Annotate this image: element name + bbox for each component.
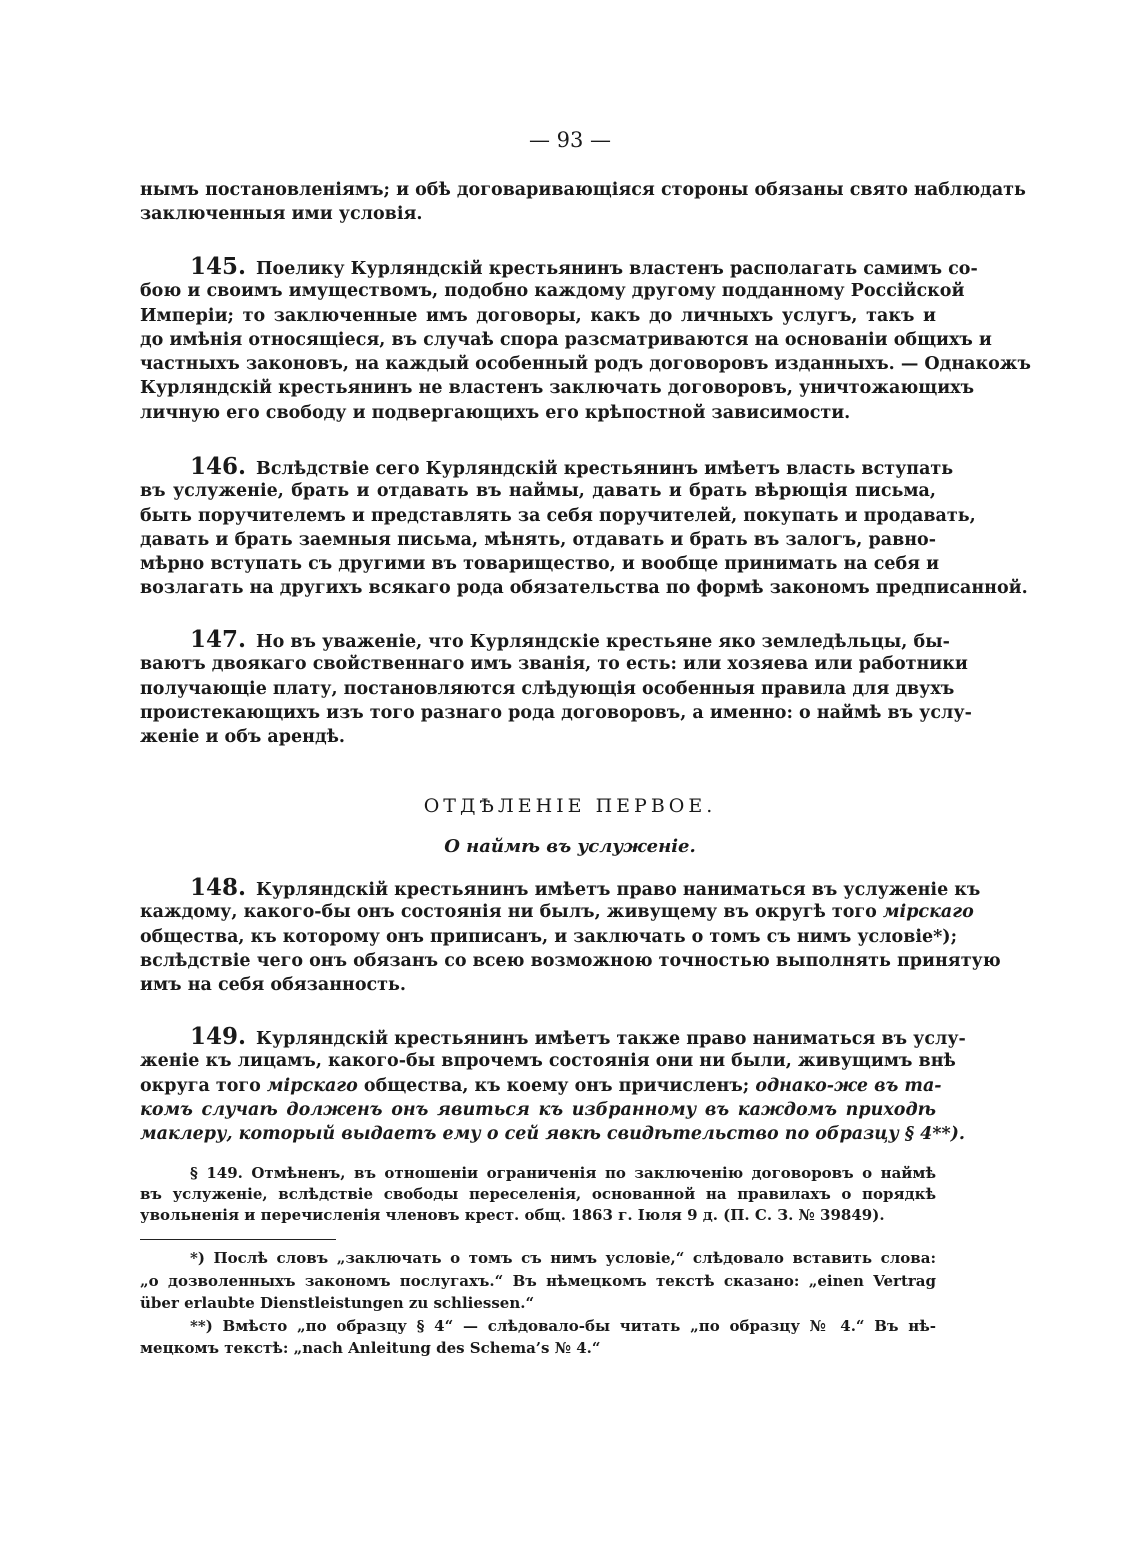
footnote-line: „о дозволенныхъ закономъ послугахъ.“ Въ нѣмецкомъ текстѣ сказано: „einen Vertrag (140, 1271, 936, 1290)
amendment-note (140, 1163, 936, 1226)
text-line: 148. Курляндскій крестьянинъ имѣетъ право наниматься въ услуженіе къ (190, 874, 981, 901)
text-line: женіе и объ арендѣ. (140, 727, 346, 748)
text-line: маклеру, который выдаетъ ему о сей явкѣ свидѣтельство по образцу § 4**). (140, 1124, 966, 1145)
text-line: 145. Поелику Курляндскій крестьянинъ властенъ располагать самимъ со- (190, 253, 978, 280)
text-line: ваютъ двоякаго свойственнаго имъ званія, то есть: или хозяева или работники (140, 654, 968, 675)
text-line: имъ на себя обязанность. (140, 975, 406, 996)
article-number: 149. (190, 1023, 247, 1050)
text-line: Курляндскій крестьянинъ не властенъ заключать договоровъ, уничтожающихъ (140, 378, 975, 399)
text-line: увольненія и перечисленія членовъ крест. общ. 1863 г. Іюля 9 д. (П. С. З. № 39849). (140, 1206, 885, 1224)
footnote-line: *) Послѣ словъ „заключать о томъ съ нимъ условіе,“ слѣдовало вставить слова: (190, 1249, 936, 1267)
section-subtitle: О наймѣ въ услуженіе. (444, 836, 696, 857)
article-number: 146. (190, 453, 247, 480)
article-148 (140, 874, 1001, 997)
text-line: до имѣнія относящіеся, въ случаѣ спора разсматриваются на основаніи общихъ и (140, 329, 992, 350)
text-line: § 149. Отмѣненъ, въ отношеніи ограниченія по заключенію договоровъ о наймѣ (190, 1164, 936, 1182)
text-line: 147. Но въ уваженіе, что Курляндскіе крестьяне яко земледѣльцы, бы- (190, 626, 950, 653)
text-line: давать и брать заемныя письма, мѣнять, отдавать и брать въ залогъ, равно- (140, 529, 936, 550)
text-line: заключенныя ими условія. (140, 204, 423, 225)
article-147 (140, 626, 972, 749)
text-line: женіе къ лицамъ, какого-бы впрочемъ состоянія они ни были, живущимъ внѣ (140, 1051, 956, 1072)
text-line: бою и своимъ имуществомъ, подобно каждому другому подданному Россійской (140, 281, 965, 302)
article-149 (140, 1023, 966, 1146)
article-146 (140, 453, 1028, 601)
footnote-line: **) Вмѣсто „по образцу § 4“ — слѣдовало-бы читать „по образцу № 4.“ Въ нѣ- (190, 1316, 936, 1335)
page-number: — 93 — (528, 128, 612, 152)
article-number: 147. (190, 626, 247, 653)
footnote-line: мецкомъ текстѣ: „nach Anleitung des Schema’s № 4.“ (140, 1339, 601, 1357)
text-line: общества, къ которому онъ приписанъ, и заключать о томъ съ нимъ условіе*); (140, 926, 958, 947)
text-line: личную его свободу и подвергающихъ его крѣпостной зависимости. (140, 402, 851, 423)
text-line: частныхъ законовъ, на каждый особенный родъ договоровъ изданныхъ. — Однакожъ (140, 354, 1031, 375)
footnote-line: über erlaubte Dienstleistungen zu schliessen.“ (140, 1294, 535, 1312)
text-line: въ услуженіе, брать и отдавать въ наймы, давать и брать вѣрющія письма, (140, 481, 936, 502)
text-line: мѣрно вступать съ другими въ товарищество, и вообще принимать на себя и (140, 554, 940, 575)
article-number: 148. (190, 874, 247, 901)
text-line: вслѣдствіе чего онъ обязанъ со всею возможною точностью выполнять принятую (140, 950, 1001, 971)
text-line: Имперіи; то заключенные имъ договоры, какъ до личныхъ услугъ, такъ и (140, 305, 936, 326)
text-line: въ услуженіе, вслѣдствіе свободы переселенія, основанной на правилахъ о порядкѣ (140, 1185, 936, 1203)
text-line: каждому, какого-бы онъ состоянія ни былъ, живущему въ округѣ того мірскаго (140, 902, 974, 923)
article-number: 145. (190, 253, 247, 280)
intro-paragraph (140, 178, 1026, 227)
text-line: возлагать на другихъ всякаго рода обязательства по формѣ закономъ предписанной. (140, 578, 1028, 599)
text-line: 146. Вслѣдствіе сего Курляндскій крестьянинъ имѣетъ власть вступать (190, 453, 954, 480)
section-title: ОТДѢЛЕНІЕ ПЕРВОЕ. (423, 795, 717, 817)
text-line: нымъ постановленіямъ; и обѣ договаривающіяся стороны обязаны свято наблюдать (140, 180, 1026, 200)
text-line: округа того мірскаго общества, къ коему онъ причисленъ; однако-же въ та- (140, 1075, 942, 1096)
text-line: комъ случаѣ долженъ онъ явиться къ избранному въ каждомъ приходѣ (140, 1099, 936, 1120)
text-line: быть поручителемъ и представлять за себя поручителей, покупать и продавать, (140, 505, 976, 526)
text-line: получающіе плату, постановляются слѣдующія особенныя правила для двухъ (140, 678, 955, 699)
footnotes (140, 1247, 936, 1360)
text-line: проистекающихъ изъ того разнаго рода договоровъ, а именно: о наймѣ въ услу- (140, 702, 972, 723)
footnote-divider (140, 1239, 336, 1240)
text-line: 149. Курляндскій крестьянинъ имѣетъ также право наниматься въ услу- (190, 1023, 966, 1050)
article-145 (140, 253, 1031, 425)
